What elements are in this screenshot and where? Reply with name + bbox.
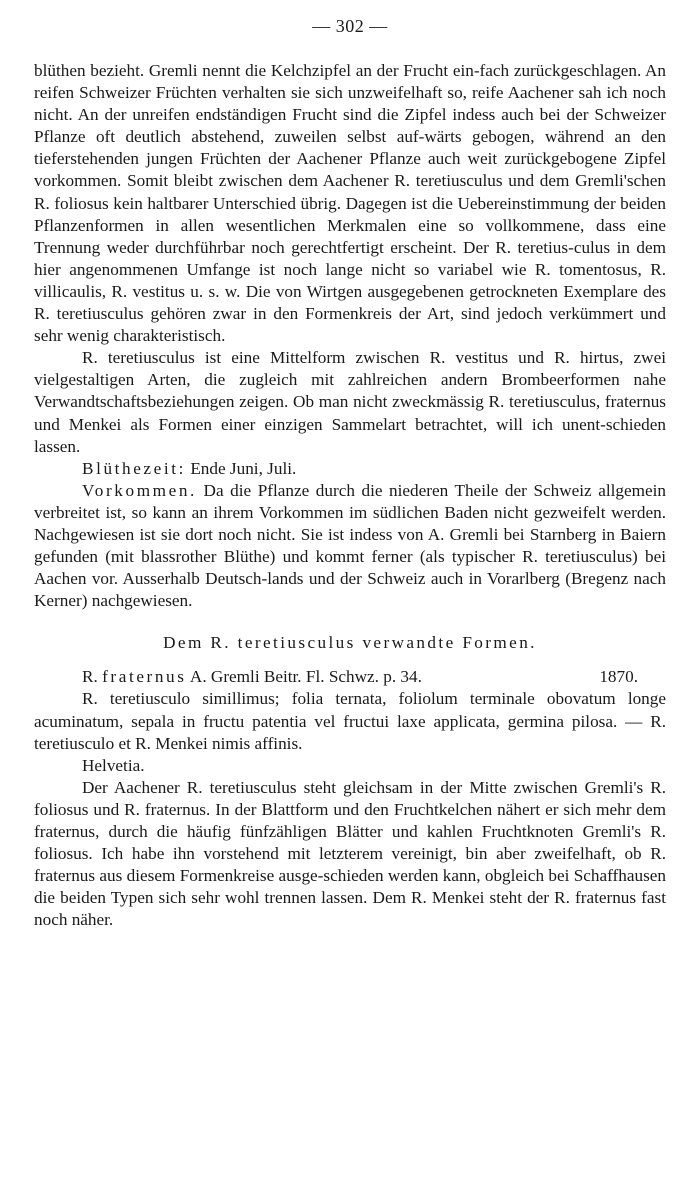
paragraph-vorkommen — [34, 480, 666, 613]
taxon-diagnosis: R. teretiusculo simillimus; folia ternata, foliolum terminale obovatum longe acuminatum, sepala in fructu patentia vel fructui laxe applicata, germina pilosa. — R. teretiusculo et R. Menkei nimis affinis. — [34, 689, 666, 753]
taxon-year: 1870. — [599, 667, 638, 687]
taxon-species: fraternus — [102, 667, 187, 687]
vorkommen-text: Da die Pflanze durch die niederen Theile der Schweiz allgemein verbreitet ist, so kann an ihrem Vorkommen im südlichen Baden nicht gezweifelt werden. Nachgewiesen ist sie dort noch nicht. Sie ist indess von A. Gremli bei Starnberg in Baiern gefunden (mit blassrother Blüthe) und kommt ferner (als typischer R. teretiusculus) bei Aachen vor. Ausserhalb Deutsch-lands und der Schweiz auch in Vorarlberg (Bregenz nach Kerner) nachgewiesen. — [34, 480, 666, 611]
vorkommen-label: Vorkommen. — [82, 480, 197, 500]
paragraph-bluethezeit — [34, 458, 666, 480]
bluethezeit-text: Ende Juni, Juli. — [190, 458, 297, 478]
paragraph-mittelform: R. teretiusculus ist eine Mittelform zwischen R. vestitus und R. hirtus, zwei vielgestaltigen Arten, die zugleich mit zahlreichen andern Brombeerformen nahe Verwandtschaftsbeziehungen zeigen. Ob man nicht zweckmässig R. teretiusculus, fraternus und Menkei als Formen einer einzigen Sammelart betrachtet, will ich unent-schieden lassen. — [34, 348, 666, 456]
section-heading-text: Dem R. teretiusculus verwandte Formen. — [163, 633, 537, 653]
body-text — [34, 60, 666, 931]
paragraph-continuation: blüthen bezieht. Gremli nennt die Kelchzipfel an der Frucht ein-fach zurückgeschlagen. An reifen Schweizer Früchten verhalten sie sich unzweifelhaft so, reife Aachener sah ich noch nicht. An der unreifen endständigen Frucht sind die Zipfel indess auch bei der Schweizer Pflanze oft deutlich abstehend, zuweilen selbst auf-wärts gebogen, während an den tieferstehenden jungen Früchten der Aachener Pflanze auch weit zurückgebogene Zipfel vorkommen. Somit bleibt zwischen dem Aachener R. teretiusculus und dem Gremli'schen R. foliosus kein haltbarer Unterschied übrig. Dagegen ist die Uebereinstimmung der beiden Pflanzenformen in allen wesentlichen Merkmalen eine so vollkommene, dass eine Trennung weder durchführbar noch gerechtfertigt erscheint. Der R. teretius-culus in dem hier angenommenen Umfange ist noch lange nicht so variabel wie R. tomentosus, R. villicaulis, R. vestitus u. s. w. Die von Wirtgen ausgegebenen getrockneten Exemplare des R. teretiusculus gehören zwar in den Formenkreis der Art, sind jedoch verkümmert und sehr wenig charakteristisch. — [34, 61, 666, 346]
page-number: — 302 — — [312, 16, 388, 36]
taxon-region: Helvetia. — [82, 755, 145, 775]
taxon-citation: A. Gremli Beitr. Fl. Schwz. p. 34. — [189, 667, 422, 687]
taxon-entry-line — [34, 666, 666, 688]
taxon-genus: R. — [82, 667, 98, 687]
document-page — [34, 14, 666, 931]
section-heading — [34, 632, 666, 654]
bluethezeit-label: Blüthezeit: — [82, 458, 187, 478]
taxon-discussion: Der Aachener R. teretiusculus steht gleichsam in der Mitte zwischen Gremli's R. foliosus und R. fraternus. In der Blattform und den Fruchtkelchen nähert er sich mehr dem fraternus, durch die häufig fünfzähligen Blätter und kahlen Fruchtknoten Gremli's R. foliosus. Ich habe ihn vorstehend mit letzterem vereinigt, bin aber zweifelhaft, ob R. fraternus aus diesem Formenkreise ausge-schieden werden kann, obgleich bei Schaffhausen die beiden Typen sich sehr wohl trennen lassen. Dem R. Menkei steht der R. fraternus fast noch näher. — [34, 777, 666, 930]
taxon-name-citation — [34, 666, 422, 688]
